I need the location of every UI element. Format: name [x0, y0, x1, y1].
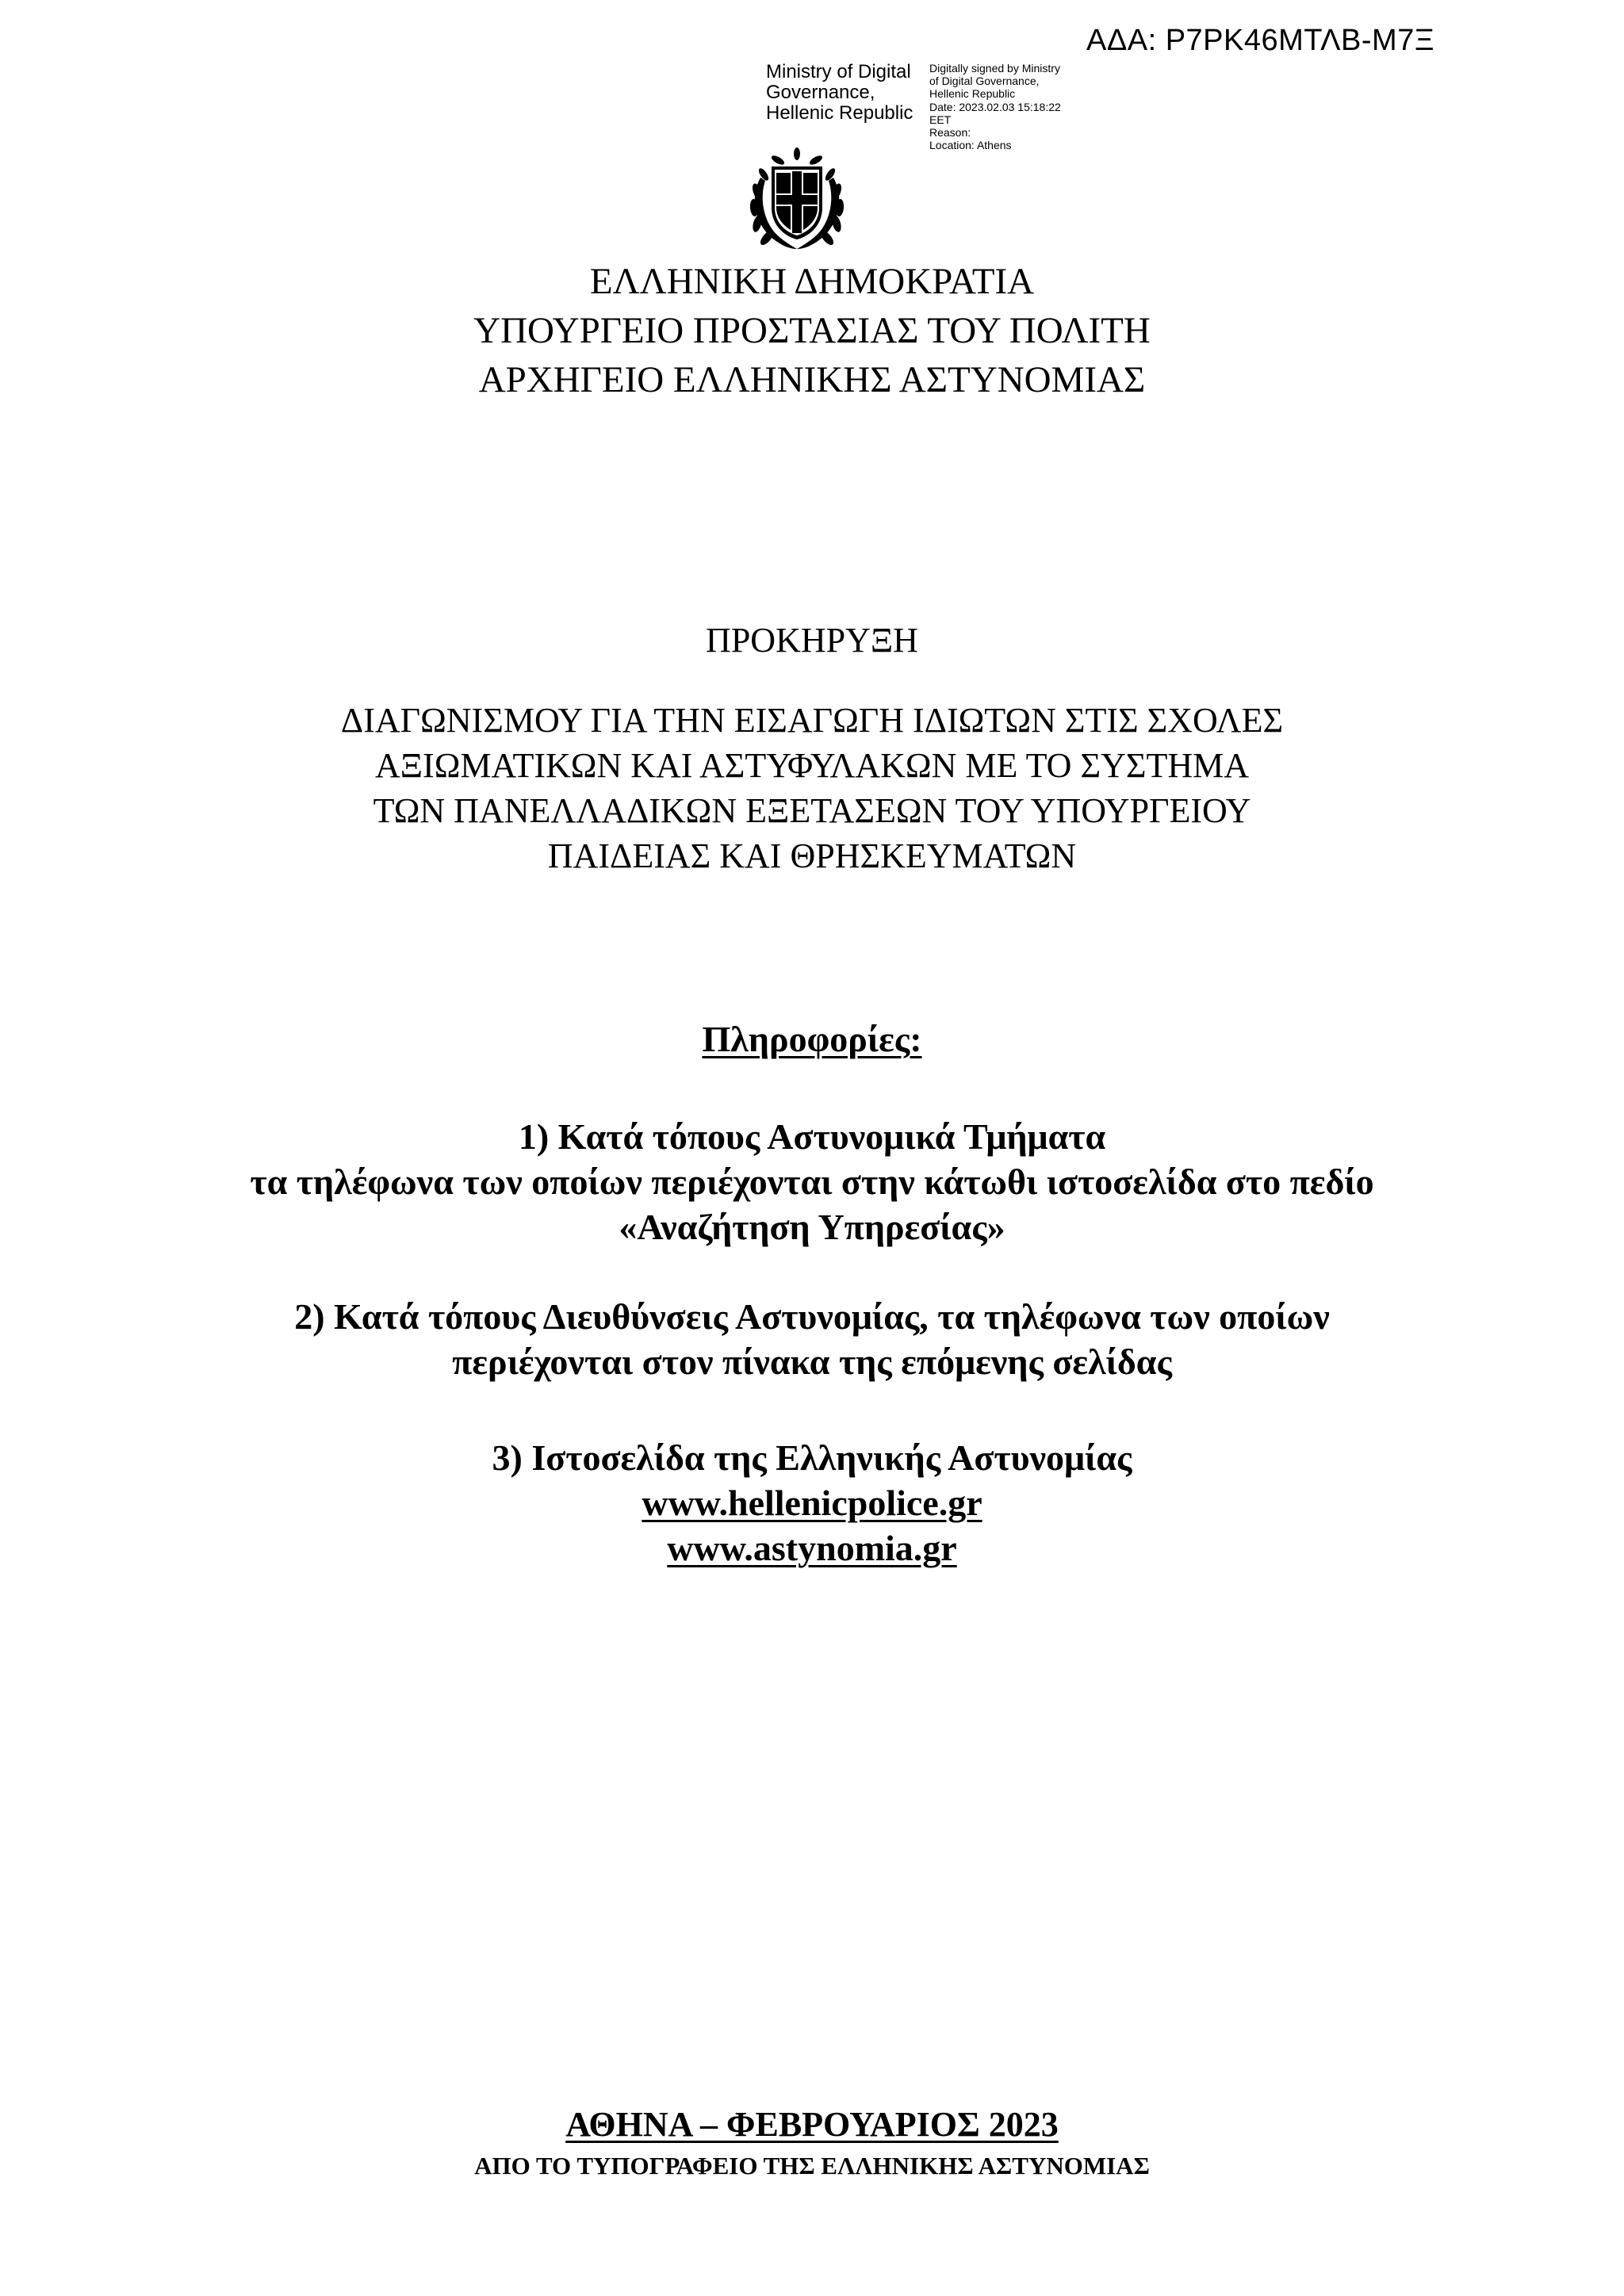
- signature-detail-line: Reason:: [929, 126, 971, 140]
- ada-number: ΑΔΑ: Ρ7ΡΚ46ΜΤΛΒ-Μ7Ξ: [1086, 24, 1435, 57]
- document-subtitle: [0, 698, 1624, 878]
- info-item-3: [0, 1435, 1624, 1571]
- header-line: ΕΛΛΗΝΙΚΗ ΔΗΜΟΚΡΑΤΙΑ: [589, 261, 1035, 302]
- footer-printer: ΑΠΟ ΤΟ ΤΥΠΟΓΡΑΦΕΙΟ ΤΗΣ ΕΛΛΗΝΙΚΗΣ ΑΣΤΥΝΟΜΙΑΣ: [474, 2152, 1150, 2179]
- footer-place-date: [0, 2103, 1624, 2147]
- footer-title-text: ΑΘΗΝΑ – ΦΕΒΡΟΥΑΡΙΟΣ 2023: [565, 2105, 1059, 2144]
- astynomia-link[interactable]: www.astynomia.gr: [667, 1528, 957, 1568]
- info-heading: [0, 1017, 1624, 1062]
- coat-of-arms-icon: [743, 146, 851, 254]
- digital-signature-signer: [766, 62, 913, 124]
- signature-detail-line: Hellenic Republic: [929, 87, 1016, 101]
- subtitle-line: ΤΩΝ ΠΑΝΕΛΛΑΔΙΚΩΝ ΕΞΕΤΑΣΕΩΝ ΤΟΥ ΥΠΟΥΡΓΕΙΟΥ: [373, 791, 1251, 830]
- info-line: 3) Ιστοσελίδα της Ελληνικής Αστυνομίας: [492, 1437, 1132, 1478]
- signature-detail-line: Digitally signed by Ministry: [929, 62, 1060, 75]
- signature-detail-line: EET: [929, 113, 952, 126]
- digital-signature-details: [929, 62, 1061, 151]
- subtitle-line: ΔΙΑΓΩΝΙΣΜΟΥ ΓΙΑ ΤΗΝ ΕΙΣΑΓΩΓΗ ΙΔΙΩΤΩΝ ΣΤΙΣ ΣΧΟΛΕΣ: [340, 701, 1284, 740]
- info-line: 1) Κατά τόπους Αστυνομικά Τμήματα: [518, 1116, 1106, 1157]
- info-line: 2) Κατά τόπους Διευθύνσεις Αστυνομίας, τα τηλέφωνα των οποίων: [294, 1296, 1330, 1337]
- info-item-1: [0, 1114, 1624, 1249]
- info-line: «Αναζήτηση Υπηρεσίας»: [619, 1207, 1005, 1247]
- document-title: ΠΡΟΚΗΡΥΞΗ: [706, 621, 918, 660]
- subtitle-line: ΠΑΙΔΕΙΑΣ ΚΑΙ ΘΡΗΣΚΕΥΜΑΤΩΝ: [547, 836, 1077, 875]
- hellenicpolice-link[interactable]: www.hellenicpolice.gr: [642, 1483, 982, 1523]
- info-line: τα τηλέφωνα των οποίων περιέχονται στην κάτωθι ιστοσελίδα στο πεδίο: [250, 1161, 1374, 1202]
- header-line: ΥΠΟΥΡΓΕΙΟ ΠΡΟΣΤΑΣΙΑΣ ΤΟΥ ΠΟΛΙΤΗ: [473, 310, 1151, 351]
- info-heading-text: Πληροφορίες:: [702, 1019, 922, 1059]
- signature-detail-line: of Digital Governance,: [929, 75, 1040, 88]
- header-line: ΑΡΧΗΓΕΙΟ ΕΛΛΗΝΙΚΗΣ ΑΣΤΥΝΟΜΙΑΣ: [478, 359, 1146, 400]
- signer-line: Governance,: [766, 82, 875, 103]
- subtitle-line: ΑΞΙΩΜΑΤΙΚΩΝ ΚΑΙ ΑΣΤΥΦΥΛΑΚΩΝ ΜΕ ΤΟ ΣΥΣΤΗΜΑ: [374, 746, 1250, 785]
- issuer-header: [0, 257, 1624, 404]
- signer-line: Ministry of Digital: [766, 61, 911, 82]
- info-line: περιέχονται στον πίνακα της επόμενης σελίδας: [452, 1341, 1172, 1382]
- signature-detail-line: Location: Athens: [929, 139, 1012, 152]
- signer-line: Hellenic Republic: [766, 102, 914, 124]
- info-item-2: [0, 1294, 1624, 1384]
- signature-detail-line: Date: 2023.02.03 15:18:22: [929, 100, 1061, 113]
